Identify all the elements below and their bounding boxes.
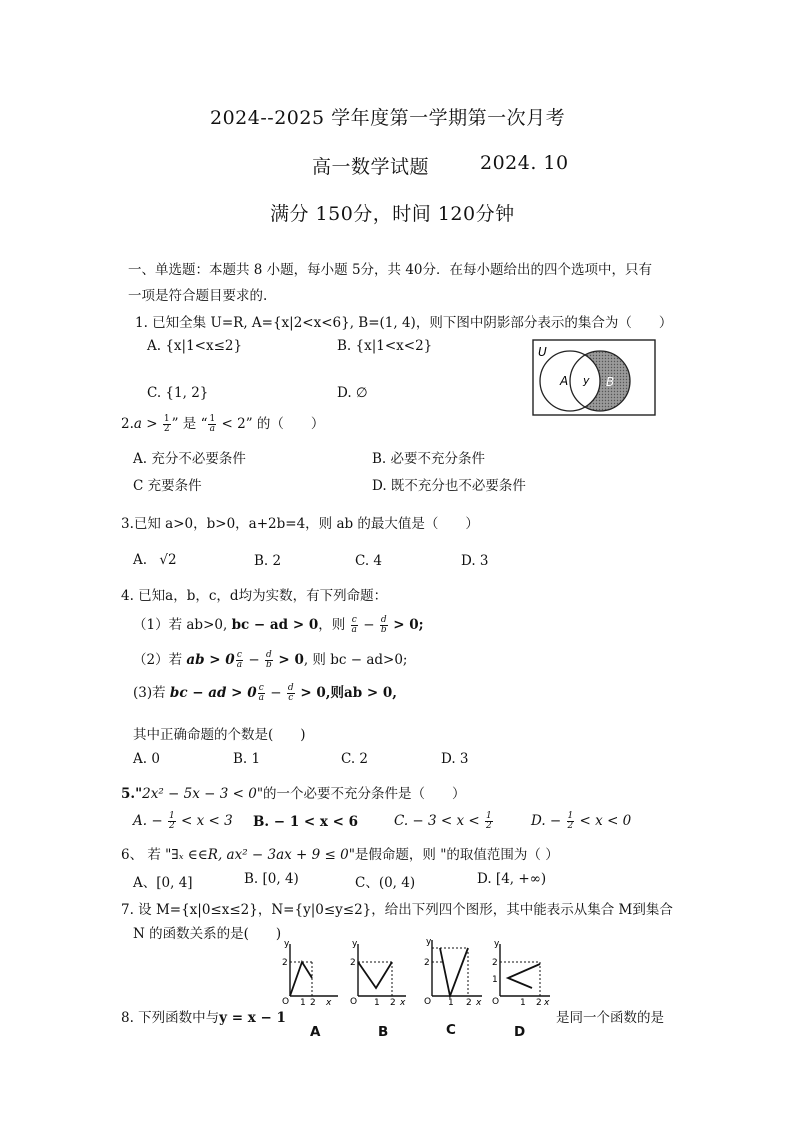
q7-graph-a (282, 938, 340, 1006)
q7-a-x-label: x (326, 998, 332, 1006)
venn-label-mid: y (583, 374, 590, 387)
q8-stem-post: 是同一个函数的是 (556, 1010, 664, 1026)
q4-p2-condition: ab > 0 (186, 652, 235, 668)
q7-d-tick-x2: 2 (536, 998, 542, 1006)
q2-inv-denominator: a (209, 424, 216, 434)
q1-option-a: A. {x|1<x≤2} (147, 338, 243, 354)
q5-opt-c-frac (485, 812, 493, 831)
q2-shi: ” 是 “ (171, 416, 208, 432)
q4-p1-frac-ca (351, 616, 358, 635)
q2-option-d: D. 既不充分也不必要条件 (372, 478, 526, 494)
q7-a-origin: O (282, 997, 290, 1006)
q7-d-tick-x1: 1 (520, 998, 526, 1006)
q4-p1-condition: bc − ad > 0 (231, 617, 319, 633)
q4-p2-frac-db (265, 651, 273, 670)
q6-number: 6、 若 " (121, 847, 172, 863)
q7-a-tick-y2: 2 (282, 958, 288, 968)
q4-p2-den-a: a (236, 660, 243, 670)
q2-inv-numerator: 1 (209, 414, 216, 424)
q4-p2-num-d: d (265, 650, 272, 660)
q5-inequality: 2x² − 5x − 3 < 0 (142, 786, 257, 802)
q4-p2-pre: （2）若 (133, 652, 187, 668)
q2-frac-numerator: 1 (163, 414, 170, 424)
q2-number: 2. (121, 416, 134, 432)
q4-p3-num-c: c (258, 683, 264, 693)
q4-stem: 4. 已知a，b，c，d均为实数，有下列命题： (121, 588, 388, 604)
q7-c-origin: O (424, 997, 432, 1006)
q4-option-c: C. 2 (341, 751, 369, 767)
q6-option-a: A、[0, 4] (133, 875, 193, 891)
q7-c-y-label: y (426, 937, 432, 947)
q7-d-tick-y1: 1 (492, 975, 498, 985)
q5-option-d (531, 812, 631, 831)
q5-opt-a-frac (168, 812, 176, 831)
q5-opt-a-den: 2 (168, 821, 175, 831)
q7-b-tick-y2: 2 (350, 958, 356, 968)
q7-c-tick-x2: 2 (466, 998, 472, 1006)
q3-stem: 3.已知 a>0，b>0，a+2b=4，则 ab 的最大值是（ ） (121, 516, 479, 532)
q2-option-a: A. 充分不必要条件 (133, 451, 246, 467)
q3-option-a-value: √2 (159, 552, 177, 568)
q4-option-b: B. 1 (233, 751, 261, 767)
q7-graph-b-label: B (378, 1024, 389, 1040)
q2-var-a: a (133, 416, 142, 432)
venn-label-a: A (560, 374, 569, 388)
q7-graph-d-curve (508, 964, 540, 988)
q4-p1-frac-db (380, 616, 388, 635)
q7-stem-line2: N 的函数关系的是( ) (133, 926, 282, 942)
q7-c-x-label: x (476, 998, 482, 1006)
q5-stem (121, 782, 466, 802)
q7-d-origin: O (492, 997, 500, 1006)
q2-lt2: < 2” 的（ ） (217, 416, 325, 432)
q2-option-c: C 充要条件 (133, 478, 202, 494)
q4-p3-end: > 0 (295, 685, 326, 701)
q5-option-c (394, 812, 494, 831)
section-intro-line2: 一项是符合题目要求的. (128, 288, 268, 304)
exam-date: 2024. 10 (480, 152, 569, 174)
q1-stem: 1. 已知全集 U=R, A={x|2<x<6}, B=(1, 4)，则下图中阴影部分表示的集合为（ ） (135, 315, 673, 331)
q2-fraction-inverse (208, 415, 216, 434)
q3-option-c: C. 4 (355, 553, 383, 569)
q6-stem-post: "是假命题，则 "的取值范围为（ ） (348, 847, 559, 863)
q7-graph-b (350, 938, 408, 1006)
q7-graph-a-label: A (310, 1024, 321, 1040)
q4-p2-then: , 则 bc − ad>0; (303, 652, 408, 668)
q4-p3-condition: bc − ad > 0 (169, 685, 257, 701)
q4-p3-then: ,则ab > 0, (325, 685, 397, 701)
q8-stem-pre: 8. 下列函数中与 (121, 1010, 220, 1026)
q4-p1-minus: − (358, 617, 379, 633)
q5-opt-d-post: < x < 0 (575, 813, 632, 829)
q6-option-b: B. [0, 4) (244, 871, 299, 887)
venn-label-u: U (538, 345, 547, 359)
q4-p1-end: > 0; (388, 617, 424, 633)
q4-proposition-3 (133, 681, 397, 703)
q4-question: 其中正确命题的个数是( ) (133, 727, 306, 743)
q3-option-a (133, 552, 177, 568)
q4-p2-den-b: b (265, 660, 272, 670)
q5-opt-a-post: < x < 3 (176, 813, 233, 829)
q4-p3-minus: − (265, 685, 286, 701)
venn-diagram (532, 339, 656, 416)
q7-d-x-label: x (544, 998, 550, 1006)
q7-d-tick-y2: 2 (492, 958, 498, 968)
q4-p3-den-a: a (258, 693, 264, 703)
q7-graph-b-curve (358, 962, 392, 988)
q7-d-y-label: y (494, 939, 500, 949)
q7-graph-d (492, 938, 552, 1006)
q6-option-c: C、(0, 4) (355, 875, 416, 891)
q5-number: 5." (121, 786, 143, 802)
q4-p1-num-d: d (380, 615, 387, 625)
q7-b-origin: O (350, 997, 358, 1006)
q8-stem (121, 1006, 286, 1026)
q3-option-b: B. 2 (254, 553, 282, 569)
q7-b-y-label: y (352, 939, 358, 949)
q5-opt-a-pre: A. − (133, 813, 167, 829)
q4-option-d: D. 3 (441, 751, 469, 767)
q6-stem (121, 843, 559, 863)
q6-proposition: ∃ₓ ∈∈R, ax² − 3ax + 9 ≤ 0 (171, 847, 349, 863)
q4-proposition-1 (133, 613, 424, 635)
q4-p2-end: > 0 (273, 652, 304, 668)
q5-option-a (133, 812, 233, 831)
q3-option-d: D. 3 (461, 553, 489, 569)
q2-stem (121, 412, 324, 434)
q2-gt: > (141, 416, 162, 432)
exam-title: 2024--2025 学年度第一学期第一次月考 (210, 107, 566, 129)
q7-graph-c-curve (440, 948, 468, 996)
q5-opt-d-pre: D. − (531, 813, 566, 829)
exam-subject: 高一数学试题 (312, 156, 430, 178)
q7-graph-a-curve (290, 962, 312, 996)
q4-proposition-2 (133, 648, 407, 670)
q7-graph-c-label: C (446, 1022, 456, 1038)
q5-opt-c-pre: C. − 3 < x < (394, 813, 485, 829)
venn-label-b: B (606, 375, 615, 389)
q8-function: y = x − 1 (219, 1010, 286, 1026)
score-time: 满分 150分，时间 120分钟 (270, 203, 515, 225)
q4-p3-num-d: d (287, 683, 294, 693)
q3-option-a-label: A. (133, 552, 148, 568)
q4-p1-den-a: a (351, 625, 357, 635)
q7-c-tick-y2: 2 (424, 958, 430, 968)
q4-p2-num-c: c (236, 650, 242, 660)
q5-opt-d-frac (567, 812, 575, 831)
q1-option-d: D. ∅ (337, 385, 368, 401)
q4-p3-frac-dc (287, 684, 295, 703)
q4-p3-frac-ca (258, 684, 265, 703)
q5-opt-d-den: 2 (567, 821, 574, 831)
q1-option-c: C. {1, 2} (147, 385, 209, 401)
q5-opt-d-num: 1 (567, 811, 574, 821)
q2-fraction-half (163, 415, 171, 434)
q2-option-b: B. 必要不充分条件 (372, 451, 486, 467)
q4-p2-frac-ca (236, 651, 243, 670)
q2-frac-denominator: 2 (163, 424, 170, 434)
q7-b-tick-x2: 2 (390, 998, 396, 1006)
q7-a-y-label: y (284, 939, 290, 949)
q5-opt-c-num: 1 (486, 811, 492, 821)
q7-c-tick-x1: 1 (448, 998, 454, 1006)
q5-option-b: B. − 1 < x < 6 (253, 814, 359, 830)
q4-p1-den-b: b (380, 625, 387, 635)
q4-p3-pre: (3)若 (133, 685, 170, 701)
q7-stem-line1: 7. 设 M={x|0≤x≤2}，N={y|0≤y≤2}，给出下列四个图形，其中能表示从集合 M到集合 (121, 902, 673, 918)
q7-a-tick-x2: 2 (310, 998, 316, 1006)
q4-p2-minus: − (244, 652, 264, 668)
q7-b-tick-x1: 1 (374, 998, 380, 1006)
q4-p1-pre: （1）若 ab>0, (133, 617, 232, 633)
q5-opt-c-den: 2 (486, 821, 492, 831)
q7-graph-d-label: D (514, 1024, 526, 1040)
q1-option-b: B. {x|1<x<2} (337, 338, 433, 354)
q4-p1-num-c: c (351, 615, 357, 625)
q5-opt-a-num: 1 (168, 811, 175, 821)
q4-option-a: A. 0 (133, 751, 160, 767)
q4-p1-then: ，则 (318, 617, 350, 633)
section-intro-line1: 一、单选题：本题共 8 小题，每小题 5分，共 40分．在每小题给出的四个选项中，只有 (128, 262, 653, 278)
q7-b-x-label: x (400, 998, 406, 1006)
q4-p3-den-c: c (288, 693, 294, 703)
q7-a-tick-x1: 1 (300, 998, 306, 1006)
q7-graph-c (424, 936, 484, 1006)
q6-option-d: D. [4, +∞) (477, 871, 547, 887)
q5-stem-post: "的一个必要不充分条件是（ ） (256, 786, 466, 802)
